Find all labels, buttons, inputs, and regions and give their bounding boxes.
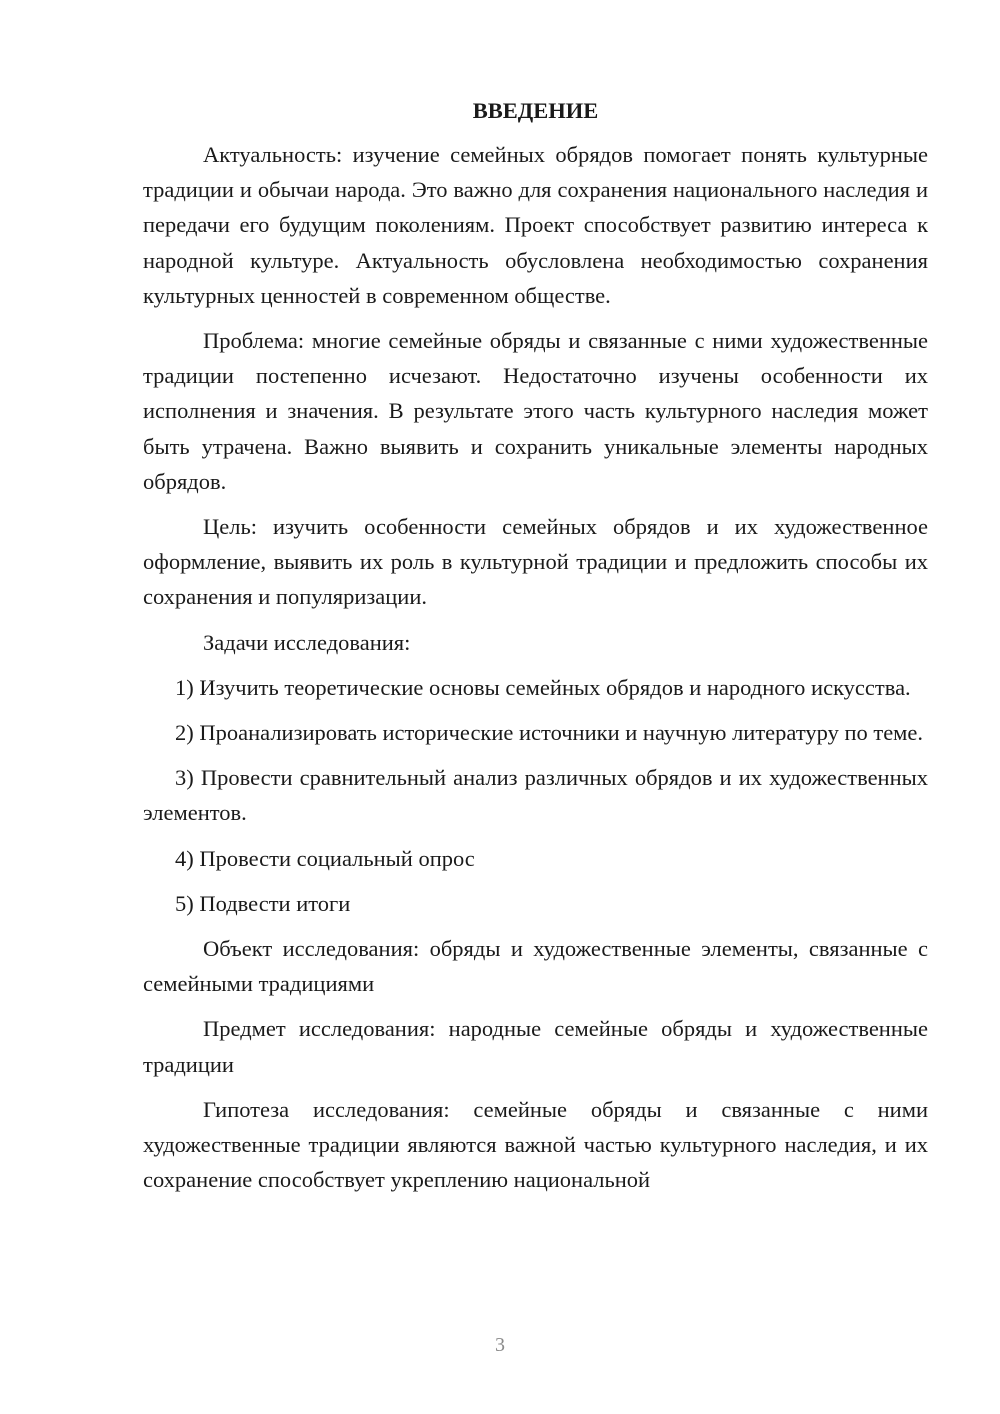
page-number: 3 xyxy=(495,1334,505,1356)
tasks-title: Задачи исследования: xyxy=(203,629,411,655)
subject-paragraph: Предмет исследования: народные семейные обряды и художественные традиции xyxy=(143,1016,928,1077)
task-item-2: 2) Проанализировать исторические источники и научную литературу по теме. xyxy=(175,720,924,746)
task-item-4: 4) Провести социальный опрос xyxy=(175,845,475,871)
goal-paragraph: Цель: изучить особенности семейных обрядов и их художественное оформление, выявить их роль в культурной традиции и предложить способы их сохранения и популяризации. xyxy=(143,514,928,610)
section-heading: ВВЕДЕНИЕ xyxy=(472,98,599,123)
relevance-paragraph: Актуальность: изучение семейных обрядов помогает понять культурные традиции и обычаи народа. Это важно для сохранения национального наследия и передачи его будущим поколениям. Проект способствует развитию интереса к народной культуре. Актуальность обусловлена необходимостью сохранения культурных ценностей в современном обществе. xyxy=(143,142,928,308)
hypothesis-paragraph: Гипотеза исследования: семейные обряды и связанные с ними художественные традиции являются важной частью культурного наследия, и их сохранение способствует укреплению национальной xyxy=(143,1096,928,1193)
task-item-5: 5) Подвести итоги xyxy=(175,890,351,916)
page-content xyxy=(143,94,928,1207)
object-paragraph: Объект исследования: обряды и художественные элементы, связанные с семейными традициями xyxy=(143,936,928,997)
task-item-3: 3) Провести сравнительный анализ различных обрядов и их художественных элементов. xyxy=(143,765,928,826)
task-item-1: 1) Изучить теоретические основы семейных обрядов и народного искусства. xyxy=(175,674,911,700)
problem-paragraph: Проблема: многие семейные обряды и связанные с ними художественные традиции постепенно исчезают. Недостаточно изучены особенности их исполнения и значения. В результате этого часть культурного наследия может быть утрачена. Важно выявить и сохранить уникальные элементы народных обрядов. xyxy=(143,328,928,494)
